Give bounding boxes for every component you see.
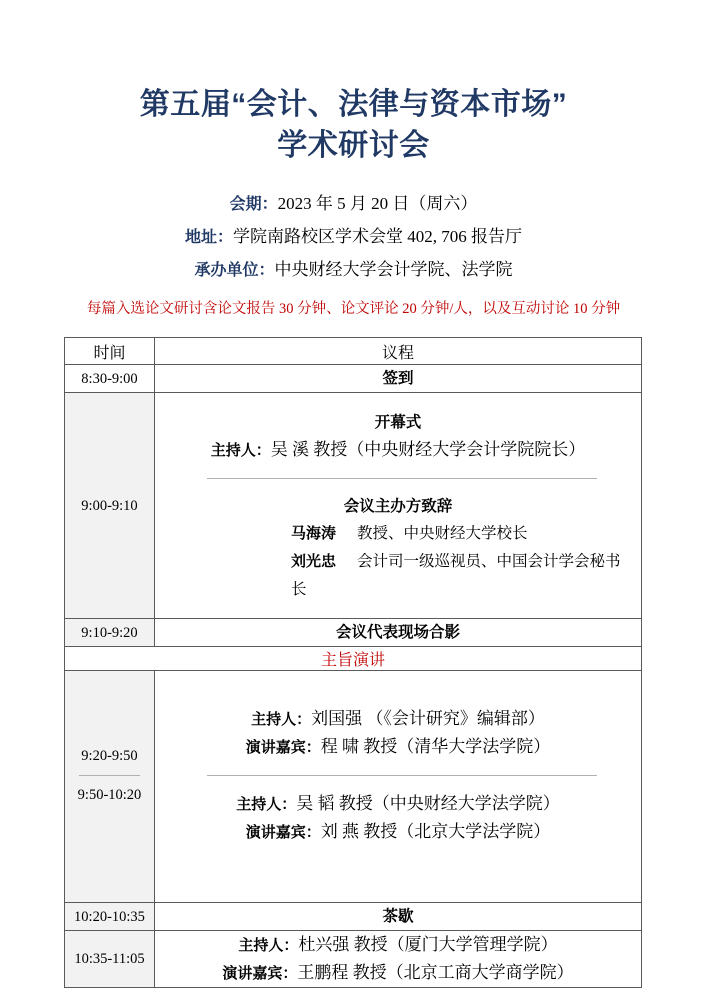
table-row	[65, 619, 642, 647]
row-time: 10:20-10:35	[65, 903, 155, 931]
keynote-guest-label: 演讲嘉宾：	[222, 965, 298, 982]
row-agenda	[155, 393, 642, 619]
speaker-name: 马海涛	[291, 525, 337, 542]
keynote-host-value: 杜兴强 教授（厦门大学管理学院）	[298, 935, 558, 954]
cell-divider	[207, 478, 597, 479]
time-cell-divider	[79, 775, 140, 776]
keynote-host	[163, 705, 633, 733]
speaker-name: 刘光忠	[291, 553, 337, 570]
meta-organizer-value: 中央财经大学会计学院、法学院	[274, 260, 513, 279]
table-row	[65, 931, 642, 988]
cell-divider	[207, 775, 597, 776]
row-agenda	[155, 931, 642, 988]
keynote-host-value: 吴 韬 教授（中央财经大学法学院）	[296, 794, 560, 813]
greeting-title: 会议主办方致辞	[343, 498, 453, 515]
row-time-a: 9:20-9:50	[81, 748, 138, 764]
speaker-row	[163, 520, 633, 548]
keynote-host	[163, 790, 633, 818]
header-time: 时间	[65, 338, 155, 365]
table-row	[65, 365, 642, 393]
row-agenda	[155, 671, 642, 903]
meta-organizer-label: 承办单位：	[194, 262, 275, 279]
keynote-host	[155, 931, 641, 959]
paper-session-note: 每篇入选论文研讨含论文报告 30 分钟、论文评论 20 分钟/人，以及互动讨论 10 分钟	[86, 301, 621, 317]
meta-date-value: 2023 年 5 月 20 日（周六）	[277, 194, 478, 213]
row-time-b: 9:50-10:20	[77, 787, 142, 803]
meta-address-value: 学院南路校区学术会堂 402, 706 报告厅	[233, 227, 522, 246]
agenda-title: 茶歇	[382, 908, 414, 925]
section-row	[65, 647, 642, 671]
keynote-guest	[163, 818, 633, 846]
table-row	[65, 671, 642, 903]
keynote-guest	[155, 959, 641, 987]
row-agenda	[155, 365, 642, 393]
keynote-host-value: 刘国强 （《会计研究》编辑部）	[311, 709, 545, 728]
header-agenda: 议程	[155, 338, 642, 365]
keynote-guest-value: 刘 燕 教授（北京大学法学院）	[320, 822, 551, 841]
opening-host	[163, 436, 633, 464]
agenda-table-wrapper	[0, 337, 707, 988]
agenda-table	[64, 337, 642, 988]
keynote-guest	[163, 733, 633, 761]
keynote-guest-value: 程 啸 教授（清华大学法学院）	[320, 737, 551, 756]
row-time: 10:35-11:05	[65, 931, 155, 988]
row-time: 9:10-9:20	[65, 619, 155, 647]
speaker-desc: 会计司一级巡视员、中国会计学会秘书长	[291, 553, 621, 598]
document-title	[0, 0, 707, 166]
speaker-row	[163, 548, 633, 604]
conference-meta	[0, 188, 707, 287]
meta-date	[0, 188, 707, 221]
row-time-merged	[65, 671, 155, 903]
title-line-1: 第五届“会计、法律与资本市场”	[139, 88, 568, 121]
keynote-host-label: 主持人：	[251, 711, 312, 728]
keynote-guest-value: 王鹏程 教授（北京工商大学商学院）	[297, 963, 574, 982]
title-line-2: 学术研讨会	[277, 129, 430, 162]
opening-title: 开幕式	[374, 414, 422, 431]
keynote-guest-label: 演讲嘉宾：	[245, 739, 321, 756]
keynote-guest-label: 演讲嘉宾：	[245, 824, 321, 841]
meta-date-label: 会期：	[229, 196, 278, 213]
keynote-host-label: 主持人：	[238, 937, 299, 954]
meta-address	[0, 221, 707, 254]
table-row	[65, 903, 642, 931]
agenda-title: 签到	[382, 370, 414, 387]
section-label: 主旨演讲	[65, 647, 642, 671]
row-time: 9:00-9:10	[65, 393, 155, 619]
keynote-host-label: 主持人：	[236, 796, 297, 813]
table-row	[65, 393, 642, 619]
meta-address-label: 地址：	[184, 229, 233, 246]
opening-host-label: 主持人：	[210, 442, 271, 459]
table-header-row	[65, 338, 642, 365]
agenda-title: 会议代表现场合影	[335, 624, 460, 641]
opening-host-value: 吴 溪 教授（中央财经大学会计学院院长）	[270, 440, 586, 459]
row-time: 8:30-9:00	[65, 365, 155, 393]
speaker-desc: 教授、中央财经大学校长	[357, 525, 528, 542]
meta-organizer	[0, 254, 707, 287]
row-agenda	[155, 619, 642, 647]
row-agenda	[155, 903, 642, 931]
